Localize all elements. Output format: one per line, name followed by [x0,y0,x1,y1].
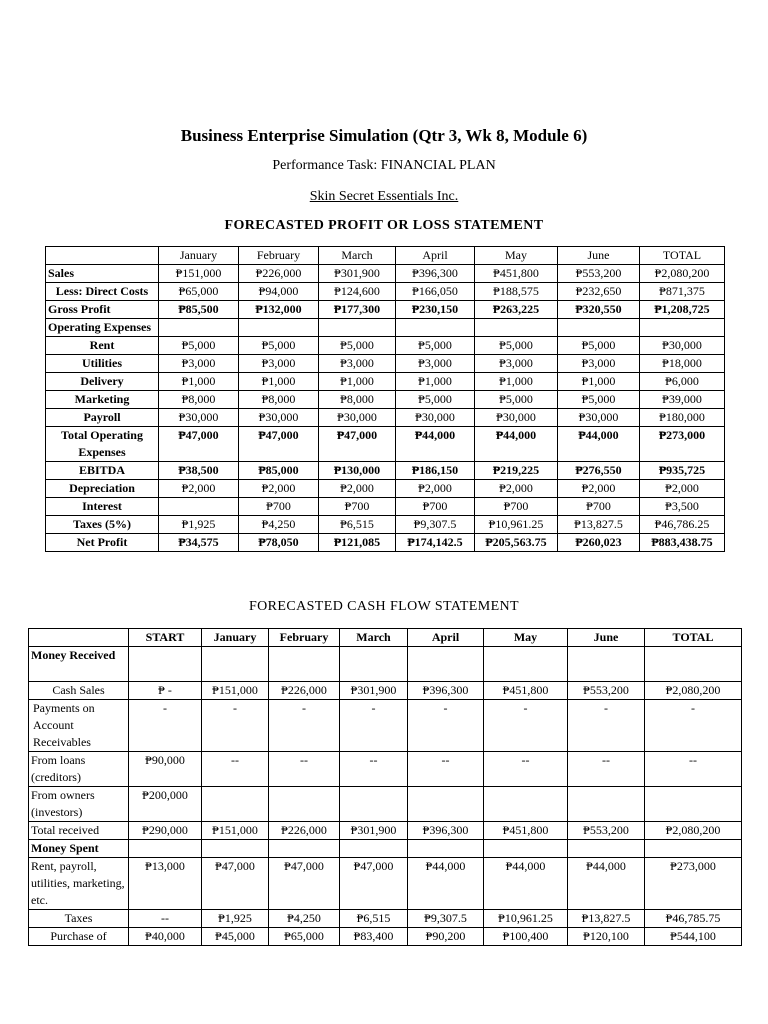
cf-row-total-received [29,822,742,840]
cf-cell [484,840,568,858]
cf-cell: ₱6,515 [340,910,408,928]
cf-cell: ₱451,800 [484,682,568,700]
pl-cell [159,319,239,337]
cf-header-cell: March [340,629,408,647]
pl-cell: ₱260,023 [558,534,640,552]
pl-cell: ₱2,000 [640,480,725,498]
pl-cell: ₱2,000 [475,480,558,498]
pl-cell: ₱1,000 [475,373,558,391]
pl-header-cell: TOTAL [640,247,725,265]
pl-cell [558,319,640,337]
pl-cell: ₱1,000 [558,373,640,391]
cf-cell: - [129,700,202,752]
cf-header-cell [29,629,129,647]
cf-cell: ₱451,800 [484,822,568,840]
cf-header-cell: April [408,629,484,647]
cf-cell [484,787,568,822]
cf-row-loans [29,752,742,787]
cf-cell: ₱13,827.5 [568,910,645,928]
cf-cell: ₱273,000 [645,858,742,910]
cf-cell: ₱44,000 [568,858,645,910]
cf-row-receivables [29,700,742,752]
cf-cell [645,840,742,858]
pl-cell: ₱2,000 [558,480,640,498]
pl-cell [159,498,239,516]
pl-cell: ₱44,000 [558,427,640,462]
pl-cell: ₱6,000 [640,373,725,391]
cf-cell: ₱10,961.25 [484,910,568,928]
cf-cell: ₱226,000 [269,822,340,840]
pl-header-cell [46,247,159,265]
pl-cell: ₱188,575 [475,283,558,301]
cf-row-label: From owners (investors) [29,787,129,822]
cf-cell: ₱396,300 [408,822,484,840]
pl-cell: ₱1,000 [159,373,239,391]
pl-cell: ₱3,000 [159,355,239,373]
cf-cell: ₱4,250 [269,910,340,928]
cf-cell: - [408,700,484,752]
pl-row-label: Interest [46,498,159,516]
cf-cell [568,647,645,682]
cf-header-cell: June [568,629,645,647]
cf-cell: ₱46,785.75 [645,910,742,928]
pl-row-total-operating-expenses [46,427,725,462]
pl-row-sales [46,265,725,283]
cf-cell: ₱13,000 [129,858,202,910]
pl-row-utilities [46,355,725,373]
cf-cell: ₱100,400 [484,928,568,946]
cf-row-label: Cash Sales [29,682,129,700]
cf-cell [340,787,408,822]
cf-row-label: Taxes [29,910,129,928]
cf-cell [645,787,742,822]
pl-cell: ₱230,150 [396,301,475,319]
cf-cell [568,840,645,858]
pl-cell [319,319,396,337]
pl-cell: ₱121,085 [319,534,396,552]
profit-loss-table [45,246,725,552]
cf-cell: ₱45,000 [202,928,269,946]
pl-cell: ₱85,000 [239,462,319,480]
cf-cell [202,840,269,858]
cf-header-cell: TOTAL [645,629,742,647]
pl-cell: ₱5,000 [558,337,640,355]
pl-cell: ₱30,000 [159,409,239,427]
cf-cell [645,647,742,682]
pl-row-depreciation [46,480,725,498]
pl-cell [640,319,725,337]
pl-cell: ₱132,000 [239,301,319,319]
cf-cell: -- [340,752,408,787]
pl-cell: ₱205,563.75 [475,534,558,552]
pl-header-cell: February [239,247,319,265]
cf-cell [340,840,408,858]
pl-cell: ₱2,000 [396,480,475,498]
pl-cell: ₱871,375 [640,283,725,301]
company-name: Skin Secret Essentials Inc. [309,189,459,204]
pl-cell: ₱1,000 [319,373,396,391]
pl-cell: ₱5,000 [558,391,640,409]
cf-cell: -- [568,752,645,787]
pl-cell: ₱5,000 [159,337,239,355]
pl-row-label: Delivery [46,373,159,391]
pl-cell: ₱232,650 [558,283,640,301]
pl-header-cell: April [396,247,475,265]
pl-cell: ₱130,000 [319,462,396,480]
cf-row-owners [29,787,742,822]
pl-cell: ₱273,000 [640,427,725,462]
pl-cell: ₱9,307.5 [396,516,475,534]
cf-cell: ₱290,000 [129,822,202,840]
pl-cell: ₱94,000 [239,283,319,301]
pl-cell: ₱124,600 [319,283,396,301]
pl-cell: ₱396,300 [396,265,475,283]
pl-cell: ₱30,000 [640,337,725,355]
cf-cell [269,787,340,822]
cf-cell: ₱301,900 [340,822,408,840]
pl-cell: ₱2,000 [159,480,239,498]
pl-row-interest [46,498,725,516]
pl-cell: ₱700 [319,498,396,516]
pl-cell: ₱276,550 [558,462,640,480]
pl-cell: ₱935,725 [640,462,725,480]
pl-cell: ₱44,000 [396,427,475,462]
cf-cell [269,647,340,682]
cf-cell: ₱40,000 [129,928,202,946]
cash-flow-table [28,628,742,946]
cf-cell [408,840,484,858]
pl-cell: ₱2,000 [319,480,396,498]
pl-cell: ₱30,000 [239,409,319,427]
pl-row-ebitda [46,462,725,480]
cf-cell: -- [484,752,568,787]
pl-cell: ₱46,786.25 [640,516,725,534]
cf-cell [484,647,568,682]
pl-cell: ₱5,000 [396,337,475,355]
cf-cell: ₱ - [129,682,202,700]
cf-cell: ₱90,000 [129,752,202,787]
cf-row-operating-spend [29,858,742,910]
pl-row-label: Operating Expenses [46,319,159,337]
pl-cell: ₱301,900 [319,265,396,283]
cf-cell [269,840,340,858]
pl-cell: ₱700 [239,498,319,516]
cf-cell: ₱1,925 [202,910,269,928]
pl-header-cell: May [475,247,558,265]
pl-cell: ₱5,000 [319,337,396,355]
cf-cell [202,647,269,682]
cf-cell [202,787,269,822]
pl-cell: ₱8,000 [159,391,239,409]
cf-cell: ₱553,200 [568,682,645,700]
cf-cell: ₱44,000 [408,858,484,910]
pl-cell: ₱30,000 [558,409,640,427]
pl-cell: ₱151,000 [159,265,239,283]
cf-header-cell: May [484,629,568,647]
cf-cell: ₱151,000 [202,682,269,700]
document-subtitle: Performance Task: FINANCIAL PLAN [272,158,496,173]
pl-row-net-profit [46,534,725,552]
pl-cell: ₱44,000 [475,427,558,462]
cf-cell [568,787,645,822]
cf-cell: -- [202,752,269,787]
cf-cell: ₱9,307.5 [408,910,484,928]
pl-cell: ₱1,208,725 [640,301,725,319]
pl-cell: ₱219,225 [475,462,558,480]
pl-row-delivery [46,373,725,391]
cf-row-cash-sales [29,682,742,700]
pl-row-direct-costs [46,283,725,301]
cf-row-label: Money Spent [29,840,129,858]
pl-row-marketing [46,391,725,409]
cf-row-label: Purchase of [29,928,129,946]
pl-row-taxes [46,516,725,534]
pl-row-label: Depreciation [46,480,159,498]
pl-row-label: Sales [46,265,159,283]
pl-cell: ₱6,515 [319,516,396,534]
pl-cell: ₱34,575 [159,534,239,552]
cf-cell: -- [269,752,340,787]
cf-row-money-spent [29,840,742,858]
pl-cell: ₱700 [396,498,475,516]
pl-cell: ₱451,800 [475,265,558,283]
cf-cell: - [645,700,742,752]
pl-cell: ₱47,000 [319,427,396,462]
cf-row-label: From loans (creditors) [29,752,129,787]
pl-cell: ₱3,000 [558,355,640,373]
cf-cell: ₱226,000 [269,682,340,700]
cf-cell: ₱2,080,200 [645,682,742,700]
cf-cell: ₱90,200 [408,928,484,946]
cf-cell: - [484,700,568,752]
cf-cell: ₱396,300 [408,682,484,700]
cf-row-label: Rent, payroll, utilities, marketing, etc. [29,858,129,910]
cf-cell [340,647,408,682]
pl-row-label: EBITDA [46,462,159,480]
pl-row-rent [46,337,725,355]
pl-cell: ₱263,225 [475,301,558,319]
pl-cell: ₱5,000 [475,391,558,409]
pl-cell: ₱3,000 [319,355,396,373]
pl-row-label: Payroll [46,409,159,427]
pl-cell: ₱4,250 [239,516,319,534]
pl-cell: ₱39,000 [640,391,725,409]
cf-cell [129,840,202,858]
pl-cell: ₱30,000 [396,409,475,427]
pl-cell: ₱1,000 [239,373,319,391]
cf-cell: - [340,700,408,752]
pl-row-label: Less: Direct Costs [46,283,159,301]
pl-row-label: Rent [46,337,159,355]
pl-cell: ₱13,827.5 [558,516,640,534]
pl-row-label: Taxes (5%) [46,516,159,534]
pl-cell: ₱3,000 [239,355,319,373]
cf-cell: ₱2,080,200 [645,822,742,840]
cf-cell: ₱83,400 [340,928,408,946]
pl-cell: ₱78,050 [239,534,319,552]
pl-cell: ₱30,000 [475,409,558,427]
cf-cell [408,787,484,822]
cf-cell: ₱544,100 [645,928,742,946]
pl-header-row [46,247,725,265]
cf-heading: FORECASTED CASH FLOW STATEMENT [248,599,520,614]
cf-row-label: Money Received [29,647,129,682]
cf-header-cell: START [129,629,202,647]
cf-cell: ₱65,000 [269,928,340,946]
cf-row-taxes [29,910,742,928]
pl-cell: ₱1,000 [396,373,475,391]
pl-cell: ₱226,000 [239,265,319,283]
pl-row-label: Utilities [46,355,159,373]
pl-row-label: Total Operating Expenses [46,427,159,462]
cf-row-label: Total received [29,822,129,840]
pl-cell: ₱30,000 [319,409,396,427]
pl-row-operating-expenses [46,319,725,337]
cf-cell: ₱200,000 [129,787,202,822]
cf-cell: -- [129,910,202,928]
pl-cell: ₱5,000 [475,337,558,355]
pl-cell: ₱2,080,200 [640,265,725,283]
pl-row-label: Net Profit [46,534,159,552]
cf-header-cell: February [269,629,340,647]
pl-row-payroll [46,409,725,427]
cf-row-purchase [29,928,742,946]
cf-cell: -- [408,752,484,787]
pl-row-label: Gross Profit [46,301,159,319]
cf-cell: - [269,700,340,752]
cf-cell: ₱151,000 [202,822,269,840]
cf-cell [408,647,484,682]
pl-cell: ₱700 [475,498,558,516]
cf-cell: ₱44,000 [484,858,568,910]
pl-header-cell: June [558,247,640,265]
pl-cell: ₱47,000 [159,427,239,462]
cf-cell: ₱301,900 [340,682,408,700]
pl-row-gross-profit [46,301,725,319]
pl-cell: ₱3,000 [475,355,558,373]
pl-cell: ₱47,000 [239,427,319,462]
pl-cell: ₱8,000 [239,391,319,409]
cf-cell: -- [645,752,742,787]
cf-cell [129,647,202,682]
pl-cell: ₱18,000 [640,355,725,373]
pl-cell: ₱8,000 [319,391,396,409]
cf-cell: ₱47,000 [202,858,269,910]
pl-cell: ₱38,500 [159,462,239,480]
pl-cell: ₱180,000 [640,409,725,427]
cf-cell: - [202,700,269,752]
pl-cell: ₱5,000 [396,391,475,409]
cf-cell: ₱47,000 [340,858,408,910]
document-title: Business Enterprise Simulation (Qtr 3, Wk 8, Module 6) [180,126,588,145]
pl-cell: ₱65,000 [159,283,239,301]
pl-header-cell: January [159,247,239,265]
pl-cell: ₱883,438.75 [640,534,725,552]
pl-cell: ₱10,961.25 [475,516,558,534]
cf-cell: ₱120,100 [568,928,645,946]
pl-cell: ₱320,550 [558,301,640,319]
pl-cell: ₱3,500 [640,498,725,516]
cf-header-row [29,629,742,647]
cf-cell: ₱553,200 [568,822,645,840]
pl-cell [396,319,475,337]
pl-cell: ₱553,200 [558,265,640,283]
pl-cell: ₱2,000 [239,480,319,498]
pl-cell: ₱174,142.5 [396,534,475,552]
pl-cell: ₱85,500 [159,301,239,319]
pl-cell: ₱700 [558,498,640,516]
pl-row-label: Marketing [46,391,159,409]
cf-header-cell: January [202,629,269,647]
pl-cell [475,319,558,337]
pl-cell: ₱3,000 [396,355,475,373]
pl-cell: ₱177,300 [319,301,396,319]
pl-heading: FORECASTED PROFIT OR LOSS STATEMENT [224,218,544,233]
pl-cell: ₱186,150 [396,462,475,480]
pl-cell: ₱5,000 [239,337,319,355]
pl-cell [239,319,319,337]
cf-row-money-received [29,647,742,682]
pl-header-cell: March [319,247,396,265]
cf-cell: - [568,700,645,752]
cf-row-label: Payments on Account Receivables [29,700,129,752]
cf-cell: ₱47,000 [269,858,340,910]
pl-cell: ₱1,925 [159,516,239,534]
pl-cell: ₱166,050 [396,283,475,301]
